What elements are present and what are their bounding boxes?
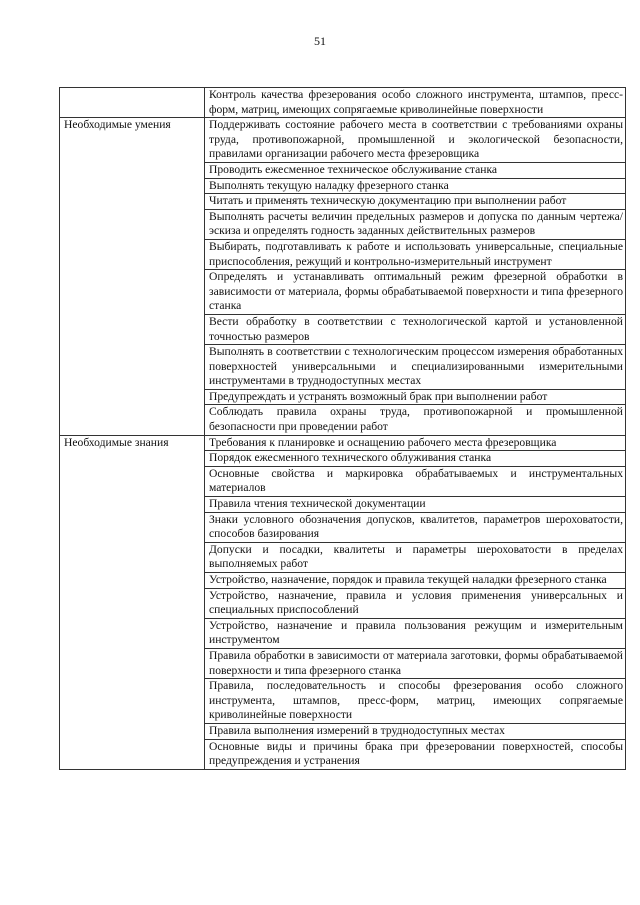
skills-section [60, 118, 626, 435]
requirement-item: Выполнять в соответствии с технологическим процессом измерения обработанных поверхностей универсальными и специализированными измерительными инструментами в труднодоступных местах [205, 345, 626, 390]
requirement-item: Определять и устанавливать оптимальный режим фрезерной обработки в зависимости от материала, формы обрабатываемой поверхности и типа фрезерного станка [205, 270, 626, 315]
requirement-item: Порядок ежесменного технического облуживания станка [205, 451, 626, 467]
requirement-item: Правила выполнения измерений в труднодоступных местах [205, 723, 626, 739]
continuation-section [60, 88, 626, 118]
table-row [60, 88, 626, 118]
requirement-item: Основные виды и причины брака при фрезеровании поверхностей, способы предупреждения и устранения [205, 739, 626, 769]
requirement-item: Поддерживать состояние рабочего места в соответствии с требованиями охраны труда, противопожарной, промышленной и экологической безопасности, правилами организации рабочего места фрезеровщика [205, 118, 626, 163]
requirement-item: Контроль качества фрезерования особо сложного инструмента, штампов, пресс-форм, матриц, имеющих сопрягаемые криволинейные поверхности [205, 88, 626, 118]
requirement-item: Знаки условного обозначения допусков, квалитетов, параметров шероховатости, способов базирования [205, 512, 626, 542]
table-row [60, 118, 626, 163]
requirement-item: Основные свойства и маркировка обрабатываемых и инструментальных материалов [205, 466, 626, 496]
requirement-item: Проводить ежесменное техническое обслуживание станка [205, 162, 626, 178]
page-number: 51 [314, 34, 326, 48]
requirement-item: Вести обработку в соответствии с технологической картой и установленной точностью размеров [205, 314, 626, 344]
knowledge-label: Необходимые знания [60, 435, 205, 769]
requirement-item: Требования к планировке и оснащению рабочего места фрезеровщика [205, 435, 626, 451]
requirement-item: Читать и применять техническую документацию при выполнении работ [205, 194, 626, 210]
requirement-item: Устройство, назначение, правила и условия применения универсальных и специальных приспособлений [205, 588, 626, 618]
competency-table [59, 87, 626, 770]
requirement-item: Предупреждать и устранять возможный брак при выполнении работ [205, 389, 626, 405]
continuation-label [60, 88, 205, 118]
requirement-item: Выполнять расчеты величин предельных размеров и допуска по данным чертежа/эскиза и определять годность заданных действительных размеров [205, 209, 626, 239]
requirement-item: Правила, последовательность и способы фрезерования особо сложного инструмента, штампов, пресс-форм, матриц, имеющих сопрягаемые криволинейные поверхности [205, 679, 626, 724]
requirement-item: Выполнять текущую наладку фрезерного станка [205, 178, 626, 194]
requirement-item: Допуски и посадки, квалитеты и параметры шероховатости в пределах выполняемых работ [205, 542, 626, 572]
knowledge-section [60, 435, 626, 769]
table-row [60, 435, 626, 451]
skills-label: Необходимые умения [60, 118, 205, 435]
requirement-item: Устройство, назначение, порядок и правила текущей наладки фрезерного станка [205, 573, 626, 589]
requirement-item: Выбирать, подготавливать к работе и использовать универсальные, специальные приспособления, режущий и контрольно-измерительный инструмент [205, 239, 626, 269]
requirement-item: Устройство, назначение и правила пользования режущим и измерительным инструментом [205, 618, 626, 648]
requirement-item: Правила обработки в зависимости от материала заготовки, формы обрабатываемой поверхности и типа фрезерного станка [205, 648, 626, 678]
requirement-item: Соблюдать правила охраны труда, противопожарной и промышленной безопасности при проведении работ [205, 405, 626, 435]
requirement-item: Правила чтения технической документации [205, 497, 626, 513]
